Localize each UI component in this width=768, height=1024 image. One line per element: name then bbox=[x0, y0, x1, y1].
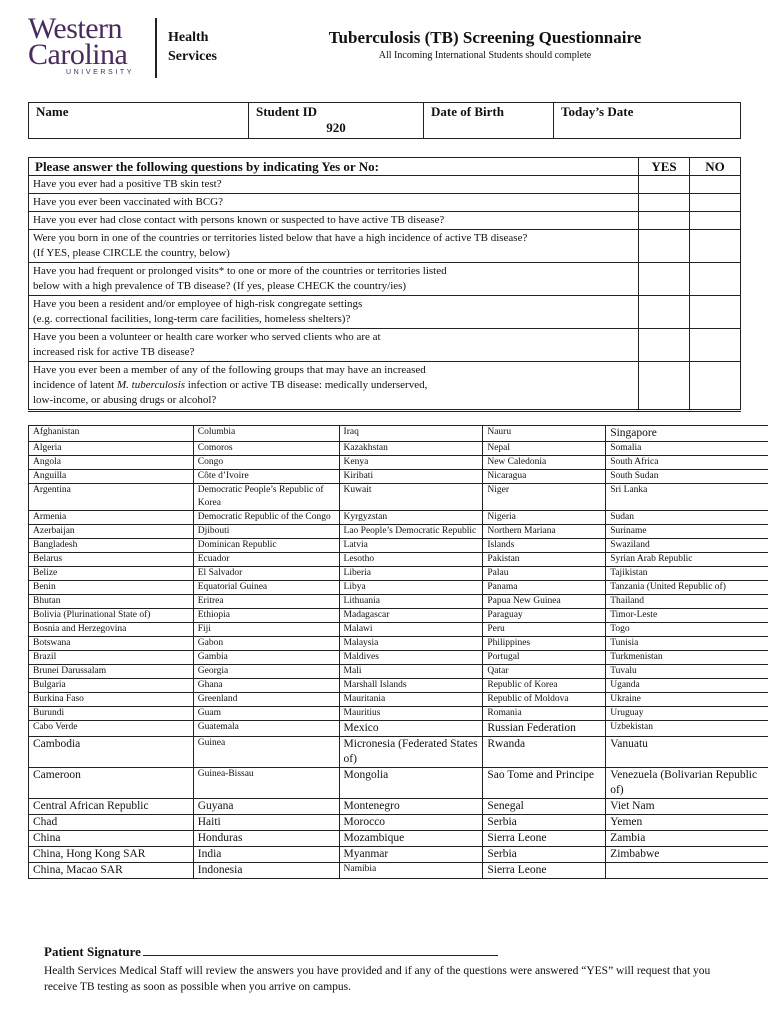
country-row bbox=[29, 623, 768, 637]
country-cell[interactable]: Yemen bbox=[606, 815, 768, 831]
no-answer-cell[interactable] bbox=[690, 230, 741, 263]
question-line: (If YES, please CIRCLE the country, below) bbox=[33, 247, 230, 259]
country-row bbox=[29, 581, 768, 595]
question-text bbox=[29, 362, 639, 411]
date-of-birth-field[interactable] bbox=[424, 103, 554, 139]
country-cell[interactable]: Democratic Republic of the Congo bbox=[193, 511, 339, 525]
country-row bbox=[29, 737, 768, 768]
question-fragment: infection or active TB disease: medically underserved, bbox=[185, 379, 428, 391]
country-cell[interactable]: Georgia bbox=[193, 665, 339, 679]
country-cell[interactable]: Kenya bbox=[339, 456, 483, 470]
country-cell[interactable]: Bangladesh bbox=[29, 539, 194, 553]
yes-answer-cell[interactable] bbox=[639, 212, 690, 230]
country-cell[interactable]: Montenegro bbox=[339, 799, 483, 815]
country-cell bbox=[606, 863, 768, 879]
question-line: Have you ever had close contact with persons known or suspected to have active TB disease? bbox=[33, 214, 445, 226]
country-row bbox=[29, 665, 768, 679]
country-cell[interactable]: Greenland bbox=[193, 693, 339, 707]
organism-name: M. tuberculosis bbox=[117, 379, 186, 391]
country-cell[interactable]: Anguilla bbox=[29, 470, 194, 484]
country-row bbox=[29, 595, 768, 609]
country-cell[interactable]: Timor-Leste bbox=[606, 609, 768, 623]
yes-answer-cell[interactable] bbox=[639, 329, 690, 362]
logo-word-carolina: Carolina bbox=[28, 38, 128, 71]
country-cell[interactable]: Brazil bbox=[29, 651, 194, 665]
country-cell[interactable]: Bosnia and Herzegovina bbox=[29, 623, 194, 637]
student-id-value: 920 bbox=[326, 120, 346, 135]
country-cell[interactable]: Burkina Faso bbox=[29, 693, 194, 707]
country-cell[interactable]: Myanmar bbox=[339, 847, 483, 863]
country-cell[interactable]: Gambia bbox=[193, 651, 339, 665]
department-line-1: Health bbox=[168, 30, 209, 45]
country-cell[interactable]: Sierra Leone bbox=[483, 863, 606, 879]
country-cell[interactable]: Swaziland bbox=[606, 539, 768, 553]
country-cell[interactable]: Latvia bbox=[339, 539, 483, 553]
country-cell[interactable]: Northern Mariana bbox=[483, 525, 606, 539]
todays-date-label: Today’s Date bbox=[561, 104, 634, 119]
department-line-2: Services bbox=[168, 49, 217, 64]
header-divider bbox=[155, 18, 157, 78]
question-text bbox=[29, 329, 639, 362]
country-cell[interactable]: Islands bbox=[483, 539, 606, 553]
country-cell[interactable]: New Caledonia bbox=[483, 456, 606, 470]
country-row bbox=[29, 511, 768, 525]
country-cell[interactable]: Sudan bbox=[606, 511, 768, 525]
question-line: below with a high prevalence of TB disease? (If yes, please CHECK the country/ies) bbox=[33, 280, 407, 292]
question-row bbox=[29, 212, 741, 230]
question-text bbox=[29, 194, 639, 212]
logo-word-university: UNIVERSITY bbox=[66, 69, 135, 76]
question-row bbox=[29, 362, 741, 411]
signature-line[interactable] bbox=[143, 945, 498, 956]
document-title: Tuberculosis (TB) Screening Questionnaire bbox=[328, 28, 642, 47]
country-cell[interactable]: Kuwait bbox=[339, 484, 483, 511]
department-name bbox=[168, 28, 217, 66]
country-cell[interactable]: Belarus bbox=[29, 553, 194, 567]
review-note: Health Services Medical Staff will review the answers you have provided and if any of the questions were answered “YES” will request that you receive TB testing as soon as possible when you arrive on campus. bbox=[44, 965, 711, 993]
country-cell[interactable]: Cambodia bbox=[29, 737, 194, 768]
student-id-field[interactable] bbox=[249, 103, 424, 139]
country-cell[interactable]: Guinea bbox=[193, 737, 339, 768]
question-line: Have you ever been vaccinated with BCG? bbox=[33, 196, 223, 208]
country-row bbox=[29, 609, 768, 623]
no-answer-cell[interactable] bbox=[690, 194, 741, 212]
country-row bbox=[29, 525, 768, 539]
country-row bbox=[29, 863, 768, 879]
yes-answer-cell[interactable] bbox=[639, 194, 690, 212]
date-of-birth-label: Date of Birth bbox=[431, 104, 504, 119]
country-cell[interactable]: Honduras bbox=[193, 831, 339, 847]
name-label: Name bbox=[36, 104, 69, 119]
country-row bbox=[29, 484, 768, 511]
no-answer-cell[interactable] bbox=[690, 329, 741, 362]
country-cell[interactable]: Chad bbox=[29, 815, 194, 831]
question-line bbox=[33, 378, 634, 393]
country-cell[interactable]: Togo bbox=[606, 623, 768, 637]
country-cell[interactable]: Venezuela (Bolivarian Republic of) bbox=[606, 768, 768, 799]
country-cell[interactable]: Afghanistan bbox=[29, 426, 194, 442]
country-cell[interactable]: Fiji bbox=[193, 623, 339, 637]
country-row bbox=[29, 456, 768, 470]
question-line: (e.g. correctional facilities, long-term care facilities, homeless shelters)? bbox=[33, 313, 351, 325]
country-cell[interactable]: Suriname bbox=[606, 525, 768, 539]
country-cell[interactable]: Lithuania bbox=[339, 595, 483, 609]
country-cell[interactable]: Ghana bbox=[193, 679, 339, 693]
question-text bbox=[29, 176, 639, 194]
country-cell[interactable]: Thailand bbox=[606, 595, 768, 609]
country-cell[interactable]: Tanzania (United Republic of) bbox=[606, 581, 768, 595]
question-row bbox=[29, 194, 741, 212]
question-text bbox=[29, 212, 639, 230]
country-cell[interactable]: Botswana bbox=[29, 637, 194, 651]
country-row bbox=[29, 637, 768, 651]
country-cell[interactable]: Marshall Islands bbox=[339, 679, 483, 693]
country-cell[interactable]: Dominican Republic bbox=[193, 539, 339, 553]
country-cell[interactable]: Sao Tome and Principe bbox=[483, 768, 606, 799]
country-cell[interactable]: Sri Lanka bbox=[606, 484, 768, 511]
country-cell[interactable]: Comoros bbox=[193, 442, 339, 456]
name-field[interactable] bbox=[29, 103, 249, 139]
country-cell[interactable]: Bolivia (Plurinational State of) bbox=[29, 609, 194, 623]
country-cell[interactable]: Vanuatu bbox=[606, 737, 768, 768]
country-cell[interactable]: Portugal bbox=[483, 651, 606, 665]
country-row bbox=[29, 707, 768, 721]
country-row bbox=[29, 831, 768, 847]
country-cell[interactable]: Guyana bbox=[193, 799, 339, 815]
country-cell[interactable]: Kiribati bbox=[339, 470, 483, 484]
country-cell[interactable]: Pakistan bbox=[483, 553, 606, 567]
country-cell[interactable]: Peru bbox=[483, 623, 606, 637]
country-cell[interactable]: Panama bbox=[483, 581, 606, 595]
yes-answer-cell[interactable] bbox=[639, 362, 690, 411]
country-cell[interactable]: Republic of Moldova bbox=[483, 693, 606, 707]
no-answer-cell[interactable] bbox=[690, 296, 741, 329]
country-cell[interactable]: Brunei Darussalam bbox=[29, 665, 194, 679]
country-cell[interactable]: Liberia bbox=[339, 567, 483, 581]
country-cell[interactable]: Tajikistan bbox=[606, 567, 768, 581]
country-cell[interactable]: Lao People’s Democratic Republic bbox=[339, 525, 483, 539]
country-cell[interactable]: Zambia bbox=[606, 831, 768, 847]
country-cell[interactable]: Palau bbox=[483, 567, 606, 581]
country-cell[interactable]: Mauritania bbox=[339, 693, 483, 707]
country-cell[interactable]: Republic of Korea bbox=[483, 679, 606, 693]
signature-area bbox=[44, 944, 498, 960]
country-cell[interactable]: Madagascar bbox=[339, 609, 483, 623]
country-row bbox=[29, 553, 768, 567]
question-line: Have you been a resident and/or employee of high-risk congregate settings bbox=[33, 298, 363, 310]
question-text bbox=[29, 263, 639, 296]
country-row bbox=[29, 426, 768, 442]
country-cell[interactable]: Senegal bbox=[483, 799, 606, 815]
yes-answer-cell[interactable] bbox=[639, 296, 690, 329]
country-cell[interactable]: Malaysia bbox=[339, 637, 483, 651]
university-logo bbox=[26, 12, 156, 78]
country-cell[interactable]: Syrian Arab Republic bbox=[606, 553, 768, 567]
country-cell[interactable]: Ecuador bbox=[193, 553, 339, 567]
country-cell[interactable]: Angola bbox=[29, 456, 194, 470]
country-cell[interactable]: Guinea-Bissau bbox=[193, 768, 339, 799]
question-line: Have you been a volunteer or health care worker who served clients who are at bbox=[33, 331, 381, 343]
country-cell[interactable]: Libya bbox=[339, 581, 483, 595]
country-cell[interactable]: Cameroon bbox=[29, 768, 194, 799]
country-cell[interactable]: Namibia bbox=[339, 863, 483, 879]
yes-answer-cell[interactable] bbox=[639, 263, 690, 296]
country-cell[interactable]: Nepal bbox=[483, 442, 606, 456]
country-cell[interactable]: Democratic People’s Republic of Korea bbox=[193, 484, 339, 511]
country-cell[interactable]: Benin bbox=[29, 581, 194, 595]
country-cell[interactable]: Micronesia (Federated States of) bbox=[339, 737, 483, 768]
country-cell[interactable]: Russian Federation bbox=[483, 721, 606, 737]
country-row bbox=[29, 721, 768, 737]
question-line: Have you ever had a positive TB skin test? bbox=[33, 178, 222, 190]
screening-questions-table bbox=[28, 157, 741, 412]
country-cell[interactable]: Djibouti bbox=[193, 525, 339, 539]
high-incidence-countries-table bbox=[28, 425, 768, 879]
question-row bbox=[29, 176, 741, 194]
country-cell[interactable]: Ukraine bbox=[606, 693, 768, 707]
country-row bbox=[29, 693, 768, 707]
country-cell[interactable]: Somalia bbox=[606, 442, 768, 456]
yes-answer-cell[interactable] bbox=[639, 230, 690, 263]
country-cell[interactable]: China, Hong Kong SAR bbox=[29, 847, 194, 863]
country-cell[interactable]: Nicaragua bbox=[483, 470, 606, 484]
country-cell[interactable]: Singapore bbox=[606, 426, 768, 442]
country-cell[interactable]: Nauru bbox=[483, 426, 606, 442]
country-cell[interactable]: Azerbaijan bbox=[29, 525, 194, 539]
question-row bbox=[29, 263, 741, 296]
country-cell[interactable]: Equatorial Guinea bbox=[193, 581, 339, 595]
country-cell[interactable]: Guatemala bbox=[193, 721, 339, 737]
document-subtitle: All Incoming International Students should complete bbox=[378, 50, 592, 61]
country-cell[interactable]: Turkmenistan bbox=[606, 651, 768, 665]
country-cell[interactable]: Eritrea bbox=[193, 595, 339, 609]
country-cell[interactable]: Tuvalu bbox=[606, 665, 768, 679]
country-cell[interactable]: Armenia bbox=[29, 511, 194, 525]
country-row bbox=[29, 679, 768, 693]
country-row bbox=[29, 442, 768, 456]
country-cell[interactable]: Sierra Leone bbox=[483, 831, 606, 847]
question-text bbox=[29, 296, 639, 329]
no-answer-cell[interactable] bbox=[690, 263, 741, 296]
country-cell[interactable]: China, Macao SAR bbox=[29, 863, 194, 879]
country-cell[interactable]: Tunisia bbox=[606, 637, 768, 651]
country-row bbox=[29, 539, 768, 553]
question-line: Have you ever been a member of any of the following groups that may have an increased bbox=[33, 364, 426, 376]
country-cell[interactable]: Serbia bbox=[483, 847, 606, 863]
country-cell[interactable]: Bulgaria bbox=[29, 679, 194, 693]
country-cell[interactable]: Nigeria bbox=[483, 511, 606, 525]
question-line: low-income, or abusing drugs or alcohol? bbox=[33, 394, 217, 406]
country-cell[interactable]: China bbox=[29, 831, 194, 847]
country-cell[interactable]: South Sudan bbox=[606, 470, 768, 484]
country-cell[interactable]: Columbia bbox=[193, 426, 339, 442]
country-cell[interactable]: Serbia bbox=[483, 815, 606, 831]
questions-heading: Please answer the following questions by indicating Yes or No: bbox=[29, 158, 639, 176]
question-text bbox=[29, 230, 639, 263]
country-cell[interactable]: Mexico bbox=[339, 721, 483, 737]
country-cell[interactable]: South Africa bbox=[606, 456, 768, 470]
country-cell[interactable]: Kazakhstan bbox=[339, 442, 483, 456]
country-cell[interactable]: Burundi bbox=[29, 707, 194, 721]
country-cell[interactable]: Rwanda bbox=[483, 737, 606, 768]
country-cell[interactable]: Indonesia bbox=[193, 863, 339, 879]
country-cell[interactable]: Cabo Verde bbox=[29, 721, 194, 737]
country-cell[interactable]: Argentina bbox=[29, 484, 194, 511]
question-row bbox=[29, 230, 741, 263]
no-column-header: NO bbox=[690, 158, 741, 176]
question-row bbox=[29, 329, 741, 362]
country-cell[interactable]: Uruguay bbox=[606, 707, 768, 721]
question-line: increased risk for active TB disease? bbox=[33, 346, 195, 358]
signature-label: Patient Signature bbox=[44, 944, 141, 959]
country-cell[interactable]: Ethiopia bbox=[193, 609, 339, 623]
country-row bbox=[29, 567, 768, 581]
country-cell[interactable]: Viet Nam bbox=[606, 799, 768, 815]
country-cell[interactable]: Papua New Guinea bbox=[483, 595, 606, 609]
student-info-table bbox=[28, 102, 741, 139]
country-cell[interactable]: Algeria bbox=[29, 442, 194, 456]
question-line: Have you had frequent or prolonged visits* to one or more of the countries or territories listed bbox=[33, 265, 447, 277]
no-answer-cell[interactable] bbox=[690, 212, 741, 230]
country-row bbox=[29, 651, 768, 665]
country-cell[interactable]: India bbox=[193, 847, 339, 863]
country-row bbox=[29, 799, 768, 815]
country-cell[interactable]: El Salvador bbox=[193, 567, 339, 581]
country-cell[interactable]: Paraguay bbox=[483, 609, 606, 623]
student-id-label: Student ID bbox=[256, 104, 318, 119]
country-row bbox=[29, 815, 768, 831]
country-cell[interactable]: Uzbekistan bbox=[606, 721, 768, 737]
question-row bbox=[29, 296, 741, 329]
country-cell[interactable]: Kyrgyzstan bbox=[339, 511, 483, 525]
country-row bbox=[29, 470, 768, 484]
country-cell[interactable]: Qatar bbox=[483, 665, 606, 679]
no-answer-cell[interactable] bbox=[690, 362, 741, 411]
question-fragment: incidence of latent bbox=[33, 379, 117, 391]
country-cell[interactable]: Uganda bbox=[606, 679, 768, 693]
yes-column-header: YES bbox=[639, 158, 690, 176]
country-cell[interactable]: Gabon bbox=[193, 637, 339, 651]
country-row bbox=[29, 768, 768, 799]
country-cell[interactable]: Malawi bbox=[339, 623, 483, 637]
country-cell[interactable]: Haiti bbox=[193, 815, 339, 831]
country-cell[interactable]: Côte d’Ivoire bbox=[193, 470, 339, 484]
country-cell[interactable]: Zimbabwe bbox=[606, 847, 768, 863]
no-answer-cell[interactable] bbox=[690, 176, 741, 194]
country-cell[interactable]: Niger bbox=[483, 484, 606, 511]
country-cell[interactable]: Guam bbox=[193, 707, 339, 721]
country-cell[interactable]: Belize bbox=[29, 567, 194, 581]
country-cell[interactable]: Maldives bbox=[339, 651, 483, 665]
country-cell[interactable]: Central African Republic bbox=[29, 799, 194, 815]
country-cell[interactable]: Mozambique bbox=[339, 831, 483, 847]
country-cell[interactable]: Mauritius bbox=[339, 707, 483, 721]
country-row bbox=[29, 847, 768, 863]
country-cell[interactable]: Lesotho bbox=[339, 553, 483, 567]
yes-answer-cell[interactable] bbox=[639, 176, 690, 194]
country-cell[interactable]: Bhutan bbox=[29, 595, 194, 609]
todays-date-field[interactable] bbox=[554, 103, 741, 139]
question-line: Were you born in one of the countries or territories listed below that have a high incidence of active TB disease? bbox=[33, 232, 528, 244]
logo-word-western: Western bbox=[28, 12, 123, 45]
country-cell[interactable]: Philippines bbox=[483, 637, 606, 651]
country-cell[interactable]: Romania bbox=[483, 707, 606, 721]
country-cell[interactable]: Congo bbox=[193, 456, 339, 470]
country-cell[interactable]: Mali bbox=[339, 665, 483, 679]
country-cell[interactable]: Iraq bbox=[339, 426, 483, 442]
country-cell[interactable]: Mongolia bbox=[339, 768, 483, 799]
country-cell[interactable]: Morocco bbox=[339, 815, 483, 831]
